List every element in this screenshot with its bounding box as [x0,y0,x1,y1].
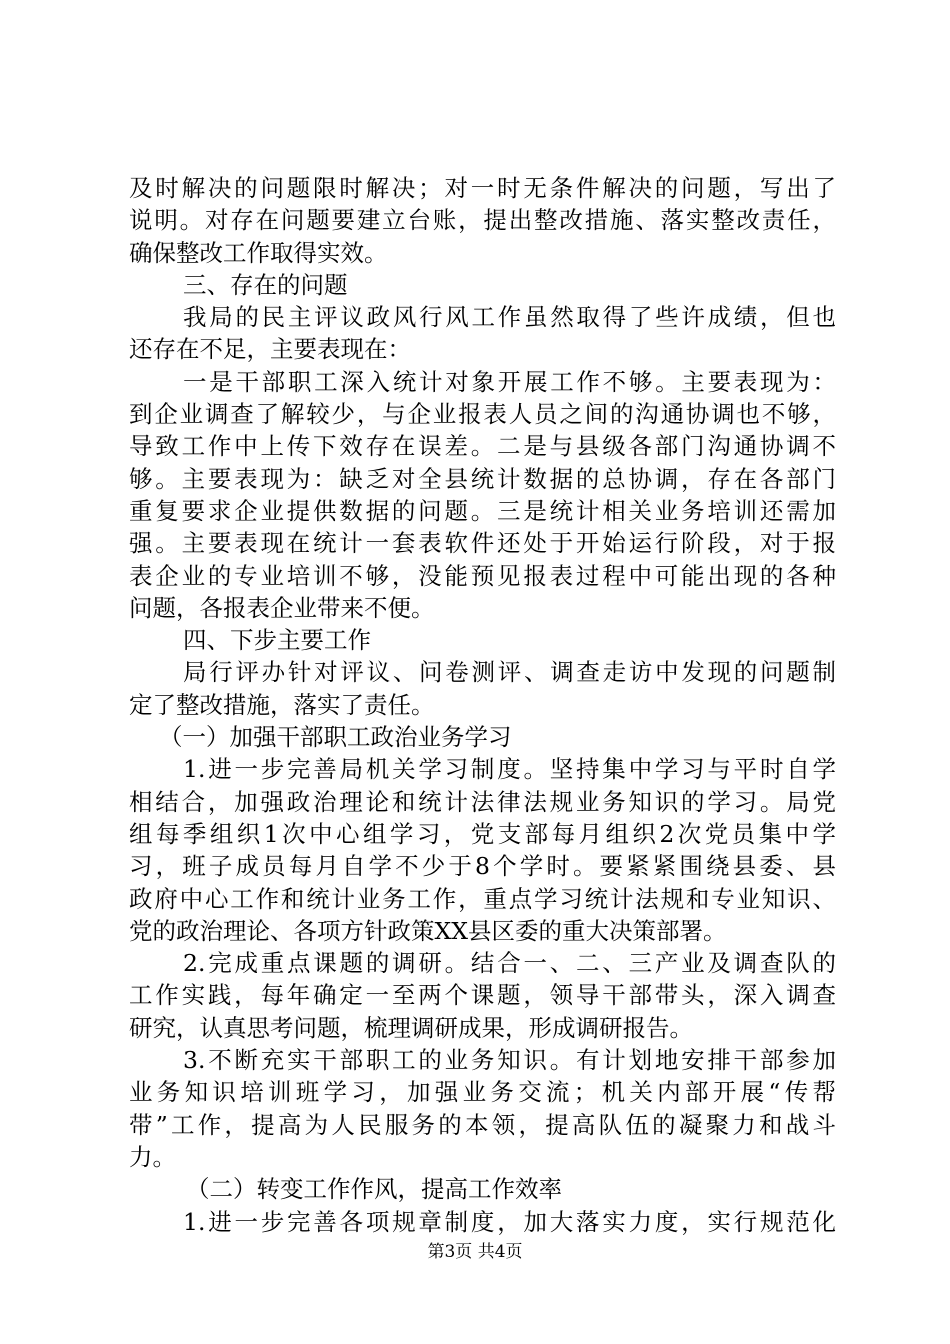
text-line: 说明。对存在问题要建立台账，提出整改措施、落实整改责任， [129,206,836,235]
text-line: 表企业的专业培训不够，没能预见报表过程中可能出现的各种 [129,561,836,590]
text-line: 相结合，加强政治理论和统计法律法规业务知识的学习。局党 [129,787,836,816]
text-line: 到企业调查了解较少，与企业报表人员之间的沟通协调也不够， [129,400,836,429]
text-line: 导致工作中上传下效存在误差。二是与县级各部门沟通协调不 [129,432,836,461]
text-line: 研究，认真思考问题，梳理调研成果，形成调研报告。 [129,1013,693,1042]
subsection-heading: （一）加强干部职工政治业务学习 [159,723,512,752]
text-line: 强。主要表现在统计一套表软件还处于开始运行阶段，对于报 [129,529,836,558]
text-line: 局行评办针对评议、问卷测评、调查走访中发现的问题制 [183,658,836,687]
text-line: 问题，各报表企业带来不便。 [129,593,435,622]
text-line: 及时解决的问题限时解决；对一时无条件解决的问题，写出了 [129,174,836,202]
text-line: 确保整改工作取得实效。 [129,238,388,267]
page-number-label: 第3页 共4页 [427,1242,523,1262]
text-line: 习，班子成员每月自学不少于8个学时。要紧紧围绕县委、县 [129,852,836,881]
text-line: 力。 [129,1142,176,1171]
text-line: 还存在不足，主要表现在： [129,335,411,364]
text-line: 1.进一步完善局机关学习制度。坚持集中学习与平时自学 [183,755,836,784]
page-footer [0,1240,950,1264]
text-line: 3.不断充实干部职工的业务知识。有计划地安排干部参加 [183,1046,836,1075]
text-line: 一是干部职工深入统计对象开展工作不够。主要表现为： [183,367,836,396]
section-heading: 三、存在的问题 [183,270,348,299]
section-heading: 四、下步主要工作 [183,626,371,655]
text-line: 定了整改措施，落实了责任。 [129,690,435,719]
text-line: 带”工作，提高为人民服务的本领，提高队伍的凝聚力和战斗 [129,1110,836,1139]
document-body [129,172,836,1238]
text-line: 工作实践，每年确定一至两个课题，领导干部带头，深入调查 [129,981,836,1010]
text-line: 业务知识培训班学习，加强业务交流；机关内部开展“传帮 [129,1078,836,1107]
text-line: 够。主要表现为：缺乏对全县统计数据的总协调，存在各部门 [129,464,836,493]
text-line: 1.进一步完善各项规章制度，加大落实力度，实行规范化 [183,1207,836,1236]
text-line: 重复要求企业提供数据的问题。三是统计相关业务培训还需加 [129,496,836,525]
text-line: 2.完成重点课题的调研。结合一、二、三产业及调查队的 [183,949,836,978]
text-line: 组每季组织1次中心组学习，党支部每月组织2次党员集中学 [129,819,836,848]
text-line: 党的政治理论、各项方针政策XX县区委的重大决策部署。 [129,916,727,945]
subsection-heading: （二）转变工作作风，提高工作效率 [186,1175,562,1204]
text-line: 政府中心工作和统计业务工作，重点学习统计法规和专业知识、 [129,884,836,913]
text-line: 我局的民主评议政风行风工作虽然取得了些许成绩，但也 [183,303,836,332]
